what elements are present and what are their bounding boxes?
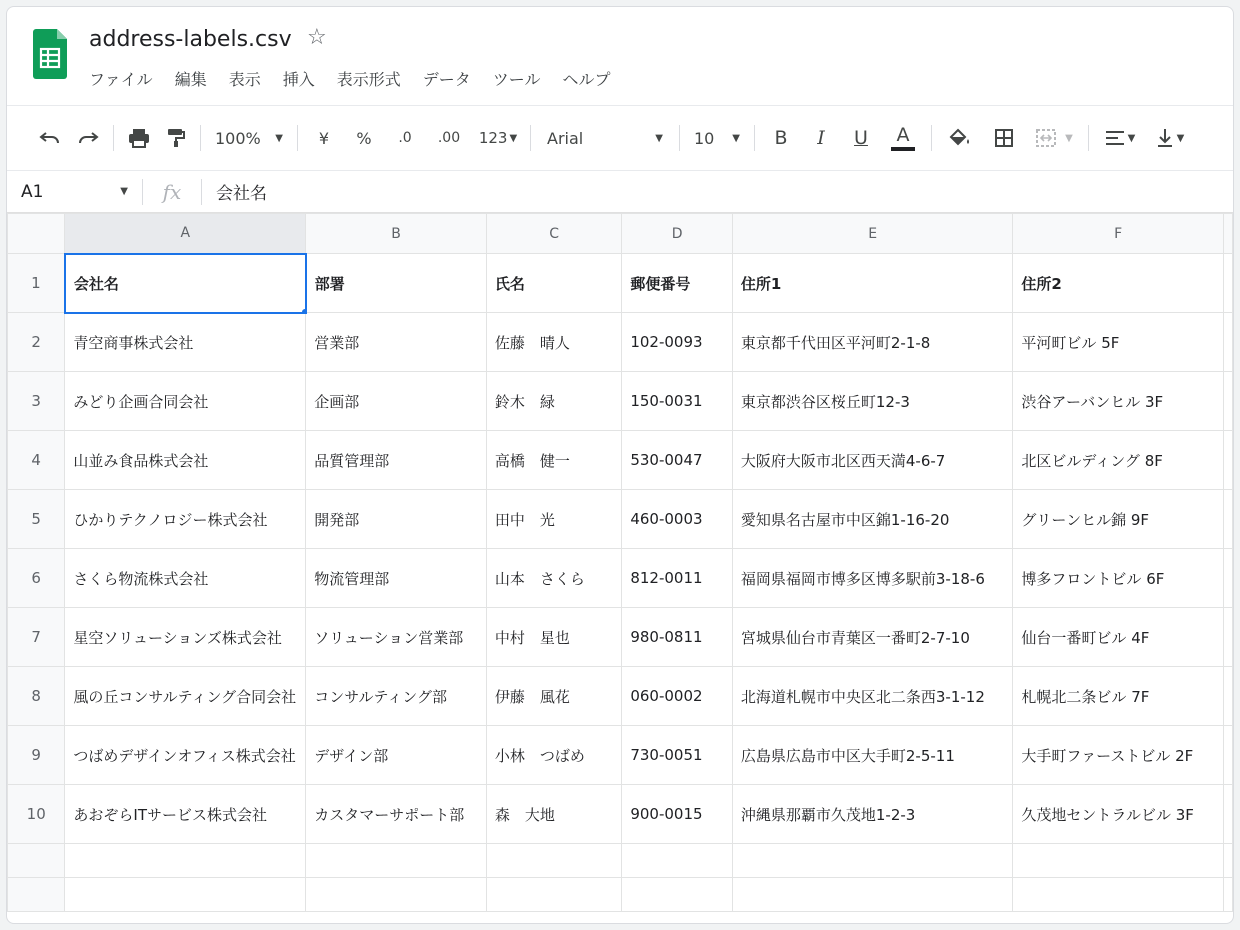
cell[interactable] — [1223, 431, 1232, 490]
menu-help[interactable]: ヘルプ — [562, 70, 611, 89]
cell[interactable]: コンサルティング部 — [306, 667, 487, 726]
menu-tools[interactable]: ツール — [492, 70, 541, 89]
menu-view[interactable]: 表示 — [228, 70, 261, 89]
fill-handle[interactable] — [301, 308, 306, 313]
table-row — [8, 844, 1233, 878]
print-button[interactable] — [120, 118, 158, 158]
cell[interactable] — [1223, 254, 1232, 313]
table-row — [8, 313, 1233, 372]
cell[interactable] — [1223, 608, 1232, 667]
cell[interactable]: 沖縄県那覇市久茂地1-2-3 — [732, 785, 1013, 844]
borders-icon — [994, 128, 1014, 148]
cell[interactable] — [622, 878, 733, 912]
cell[interactable]: 大手町ファーストビル 2F — [1013, 726, 1224, 785]
cell[interactable]: 宮城県仙台市青葉区一番町2-7-10 — [732, 608, 1013, 667]
merge-cells-icon — [1035, 128, 1057, 148]
cell-a1[interactable] — [65, 254, 306, 313]
cell[interactable]: 730-0051 — [622, 726, 733, 785]
borders-button[interactable] — [982, 118, 1026, 158]
cell[interactable]: 物流管理部 — [306, 549, 487, 608]
row-header[interactable]: 1 — [8, 254, 65, 313]
cell[interactable]: 山並み食品株式会社 — [65, 431, 306, 490]
cell[interactable] — [1013, 844, 1224, 878]
cell-reference: A1 — [21, 181, 44, 202]
cell[interactable]: 住所1 — [732, 254, 1013, 313]
cell[interactable]: あおぞらITサービス株式会社 — [65, 785, 306, 844]
table-row — [8, 431, 1233, 490]
table-row — [8, 254, 1233, 313]
column-header-d[interactable]: D — [622, 214, 733, 254]
cell[interactable]: ソリューション営業部 — [306, 608, 487, 667]
undo-icon — [39, 129, 61, 147]
cell[interactable]: 460-0003 — [622, 490, 733, 549]
cell[interactable]: 高橋 健一 — [486, 431, 621, 490]
decrease-decimal-label: .0 — [398, 130, 412, 146]
font-family-value: Arial — [547, 128, 584, 148]
undo-button[interactable] — [31, 118, 69, 158]
cell[interactable] — [1223, 726, 1232, 785]
cell[interactable]: みどり企画合同会社 — [65, 372, 306, 431]
select-all-corner[interactable] — [8, 214, 65, 254]
cell[interactable]: 愛知県名古屋市中区錦1-16-20 — [732, 490, 1013, 549]
cell[interactable]: 伊藤 風花 — [486, 667, 621, 726]
toolbar-divider — [1088, 125, 1089, 151]
cell[interactable]: 渋谷アーバンヒル 3F — [1013, 372, 1224, 431]
toolbar-divider — [530, 125, 531, 151]
column-header-a[interactable]: A — [65, 214, 306, 254]
cell[interactable]: 久茂地セントラルビル 3F — [1013, 785, 1224, 844]
table-row — [8, 878, 1233, 912]
row-header[interactable]: 6 — [8, 549, 65, 608]
cell[interactable] — [1223, 878, 1232, 912]
text-color-button[interactable] — [881, 118, 925, 158]
zoom-select[interactable] — [207, 118, 291, 158]
row-header[interactable]: 9 — [8, 726, 65, 785]
cell[interactable] — [732, 844, 1013, 878]
formula-bar — [7, 171, 1233, 213]
cell[interactable] — [1223, 667, 1232, 726]
more-formats-button[interactable] — [472, 118, 524, 158]
column-header-b[interactable]: B — [306, 214, 487, 254]
zoom-value: 100% — [215, 128, 261, 148]
column-header-e[interactable]: E — [732, 214, 1013, 254]
cell[interactable]: 平河町ビル 5F — [1013, 313, 1224, 372]
more-formats-label: 123 — [478, 129, 508, 147]
table-row — [8, 549, 1233, 608]
cell[interactable]: 田中 光 — [486, 490, 621, 549]
cell[interactable] — [306, 878, 487, 912]
cell[interactable]: 北海道札幌市中央区北二条西3-1-12 — [732, 667, 1013, 726]
cell[interactable] — [1223, 490, 1232, 549]
cell[interactable]: 060-0002 — [622, 667, 733, 726]
cell[interactable]: 企画部 — [306, 372, 487, 431]
cell[interactable]: 郵便番号 — [622, 254, 733, 313]
cell[interactable]: 博多フロントビル 6F — [1013, 549, 1224, 608]
cell[interactable] — [65, 844, 306, 878]
row-header[interactable]: 10 — [8, 785, 65, 844]
redo-button[interactable] — [69, 118, 107, 158]
cell[interactable]: 営業部 — [306, 313, 487, 372]
table-row — [8, 726, 1233, 785]
cell[interactable]: 102-0093 — [622, 313, 733, 372]
menu-file[interactable]: ファイル — [89, 70, 153, 89]
vertical-align-button[interactable] — [1145, 118, 1195, 158]
cell[interactable]: 氏名 — [486, 254, 621, 313]
cell[interactable]: ひかりテクノロジー株式会社 — [65, 490, 306, 549]
decrease-decimal-button[interactable] — [384, 118, 426, 158]
row-header[interactable]: 2 — [8, 313, 65, 372]
cell[interactable] — [1223, 372, 1232, 431]
bold-button[interactable]: B — [774, 127, 788, 149]
menu-bar — [89, 67, 610, 90]
text-color-swatch — [891, 147, 915, 151]
cell[interactable]: 東京都渋谷区桜丘町12-3 — [732, 372, 1013, 431]
cell[interactable]: 開発部 — [306, 490, 487, 549]
cell[interactable]: 中村 星也 — [486, 608, 621, 667]
cell[interactable]: さくら物流株式会社 — [65, 549, 306, 608]
cell[interactable] — [1013, 878, 1224, 912]
dropdown-caret-icon: ▼ — [120, 186, 128, 197]
cell[interactable]: 仙台一番町ビル 4F — [1013, 608, 1224, 667]
cell[interactable]: 山本 さくら — [486, 549, 621, 608]
dropdown-caret-icon: ▼ — [275, 132, 283, 144]
row-header[interactable]: 7 — [8, 608, 65, 667]
cell[interactable]: 佐藤 晴人 — [486, 313, 621, 372]
cell[interactable]: つばめデザインオフィス株式会社 — [65, 726, 306, 785]
paint-format-button[interactable] — [158, 118, 194, 158]
dropdown-caret-icon: ▼ — [1065, 132, 1073, 144]
currency-format-button[interactable]: ¥ — [318, 128, 330, 148]
cell[interactable] — [732, 878, 1013, 912]
merge-cells-button[interactable] — [1026, 118, 1082, 158]
fill-color-button[interactable] — [938, 118, 982, 158]
toolbar — [7, 105, 1233, 171]
column-header-overflow — [1223, 214, 1232, 254]
cell[interactable]: デザイン部 — [306, 726, 487, 785]
text-color-label: A — [896, 124, 910, 146]
toolbar-divider — [297, 125, 298, 151]
italic-button[interactable]: I — [817, 127, 825, 149]
row-header[interactable]: 5 — [8, 490, 65, 549]
font-size-value: 10 — [694, 128, 715, 148]
increase-decimal-label: .00 — [437, 130, 461, 146]
cell[interactable]: 900-0015 — [622, 785, 733, 844]
cell[interactable]: 東京都千代田区平河町2-1-8 — [732, 313, 1013, 372]
menu-insert[interactable]: 挿入 — [282, 70, 315, 89]
cell[interactable]: 980-0811 — [622, 608, 733, 667]
table-row — [8, 490, 1233, 549]
cell[interactable]: カスタマーサポート部 — [306, 785, 487, 844]
cell[interactable] — [1223, 549, 1232, 608]
cell[interactable]: 星空ソリューションズ株式会社 — [65, 608, 306, 667]
cell[interactable]: 812-0011 — [622, 549, 733, 608]
cell-text: 会社名 — [73, 274, 119, 293]
star-icon[interactable]: ☆ — [307, 25, 327, 50]
dropdown-caret-icon: ▼ — [1176, 132, 1185, 144]
app-header — [7, 7, 1233, 105]
cell[interactable]: 福岡県福岡市博多区博多駅前3-18-6 — [732, 549, 1013, 608]
column-header-c[interactable]: C — [486, 214, 621, 254]
column-header-f[interactable]: F — [1013, 214, 1224, 254]
spreadsheet-window — [6, 6, 1234, 924]
cell[interactable] — [306, 844, 487, 878]
sheet-grid — [7, 213, 1233, 912]
horizontal-align-button[interactable] — [1095, 118, 1145, 158]
cell[interactable]: 530-0047 — [622, 431, 733, 490]
cell[interactable] — [486, 878, 621, 912]
row-header[interactable]: 3 — [8, 372, 65, 431]
cell[interactable] — [1223, 844, 1232, 878]
print-icon — [128, 128, 150, 148]
cell[interactable]: 小林 つばめ — [486, 726, 621, 785]
cell[interactable] — [622, 844, 733, 878]
cell[interactable]: 住所2 — [1013, 254, 1224, 313]
redo-icon — [77, 129, 99, 147]
cell[interactable]: 部署 — [306, 254, 487, 313]
toolbar-divider — [754, 125, 755, 151]
row-header[interactable]: 8 — [8, 667, 65, 726]
name-box[interactable] — [7, 182, 142, 202]
cell[interactable]: 札幌北二条ビル 7F — [1013, 667, 1224, 726]
formula-input[interactable]: 会社名 — [216, 184, 267, 204]
align-left-icon — [1105, 129, 1125, 147]
cell[interactable]: 青空商事株式会社 — [65, 313, 306, 372]
fx-icon: fx — [162, 179, 182, 204]
cell[interactable]: 品質管理部 — [306, 431, 487, 490]
cell[interactable]: 大阪府大阪市北区西天満4-6-7 — [732, 431, 1013, 490]
underline-button[interactable]: U — [854, 127, 868, 149]
dropdown-caret-icon: ▼ — [1127, 132, 1136, 144]
cell[interactable]: 広島県広島市中区大手町2-5-11 — [732, 726, 1013, 785]
cell[interactable]: グリーンヒル錦 9F — [1013, 490, 1224, 549]
row-header[interactable] — [8, 878, 65, 912]
increase-decimal-button[interactable] — [426, 118, 472, 158]
fill-color-icon — [949, 128, 971, 148]
row-header[interactable]: 4 — [8, 431, 65, 490]
toolbar-divider — [679, 125, 680, 151]
cell[interactable] — [486, 844, 621, 878]
menu-data[interactable]: データ — [422, 70, 471, 89]
paint-format-icon — [166, 128, 186, 148]
font-family-select[interactable] — [537, 118, 673, 158]
cell[interactable] — [65, 878, 306, 912]
dropdown-caret-icon: ▼ — [655, 132, 663, 144]
menu-edit[interactable]: 編集 — [174, 70, 207, 89]
table-row — [8, 667, 1233, 726]
cell[interactable]: 風の丘コンサルティング合同会社 — [65, 667, 306, 726]
cell[interactable]: 北区ビルディング 8F — [1013, 431, 1224, 490]
table-row — [8, 608, 1233, 667]
dropdown-caret-icon: ▼ — [732, 132, 740, 144]
percent-format-button[interactable]: % — [356, 128, 372, 148]
table-row — [8, 785, 1233, 844]
table-row — [8, 372, 1233, 431]
font-size-select[interactable] — [686, 118, 748, 158]
document-title[interactable]: address-labels.csv — [89, 27, 292, 52]
sheets-logo-icon[interactable] — [33, 29, 67, 79]
cell[interactable]: 150-0031 — [622, 372, 733, 431]
row-header[interactable] — [8, 844, 65, 878]
dropdown-caret-icon: ▼ — [509, 132, 518, 144]
toolbar-divider — [200, 125, 201, 151]
cell[interactable]: 森 大地 — [486, 785, 621, 844]
toolbar-divider — [931, 125, 932, 151]
menu-format[interactable]: 表示形式 — [336, 70, 401, 89]
cell[interactable] — [1223, 313, 1232, 372]
align-bottom-icon — [1156, 128, 1174, 148]
cell[interactable] — [1223, 785, 1232, 844]
cell[interactable]: 鈴木 緑 — [486, 372, 621, 431]
toolbar-divider — [113, 125, 114, 151]
